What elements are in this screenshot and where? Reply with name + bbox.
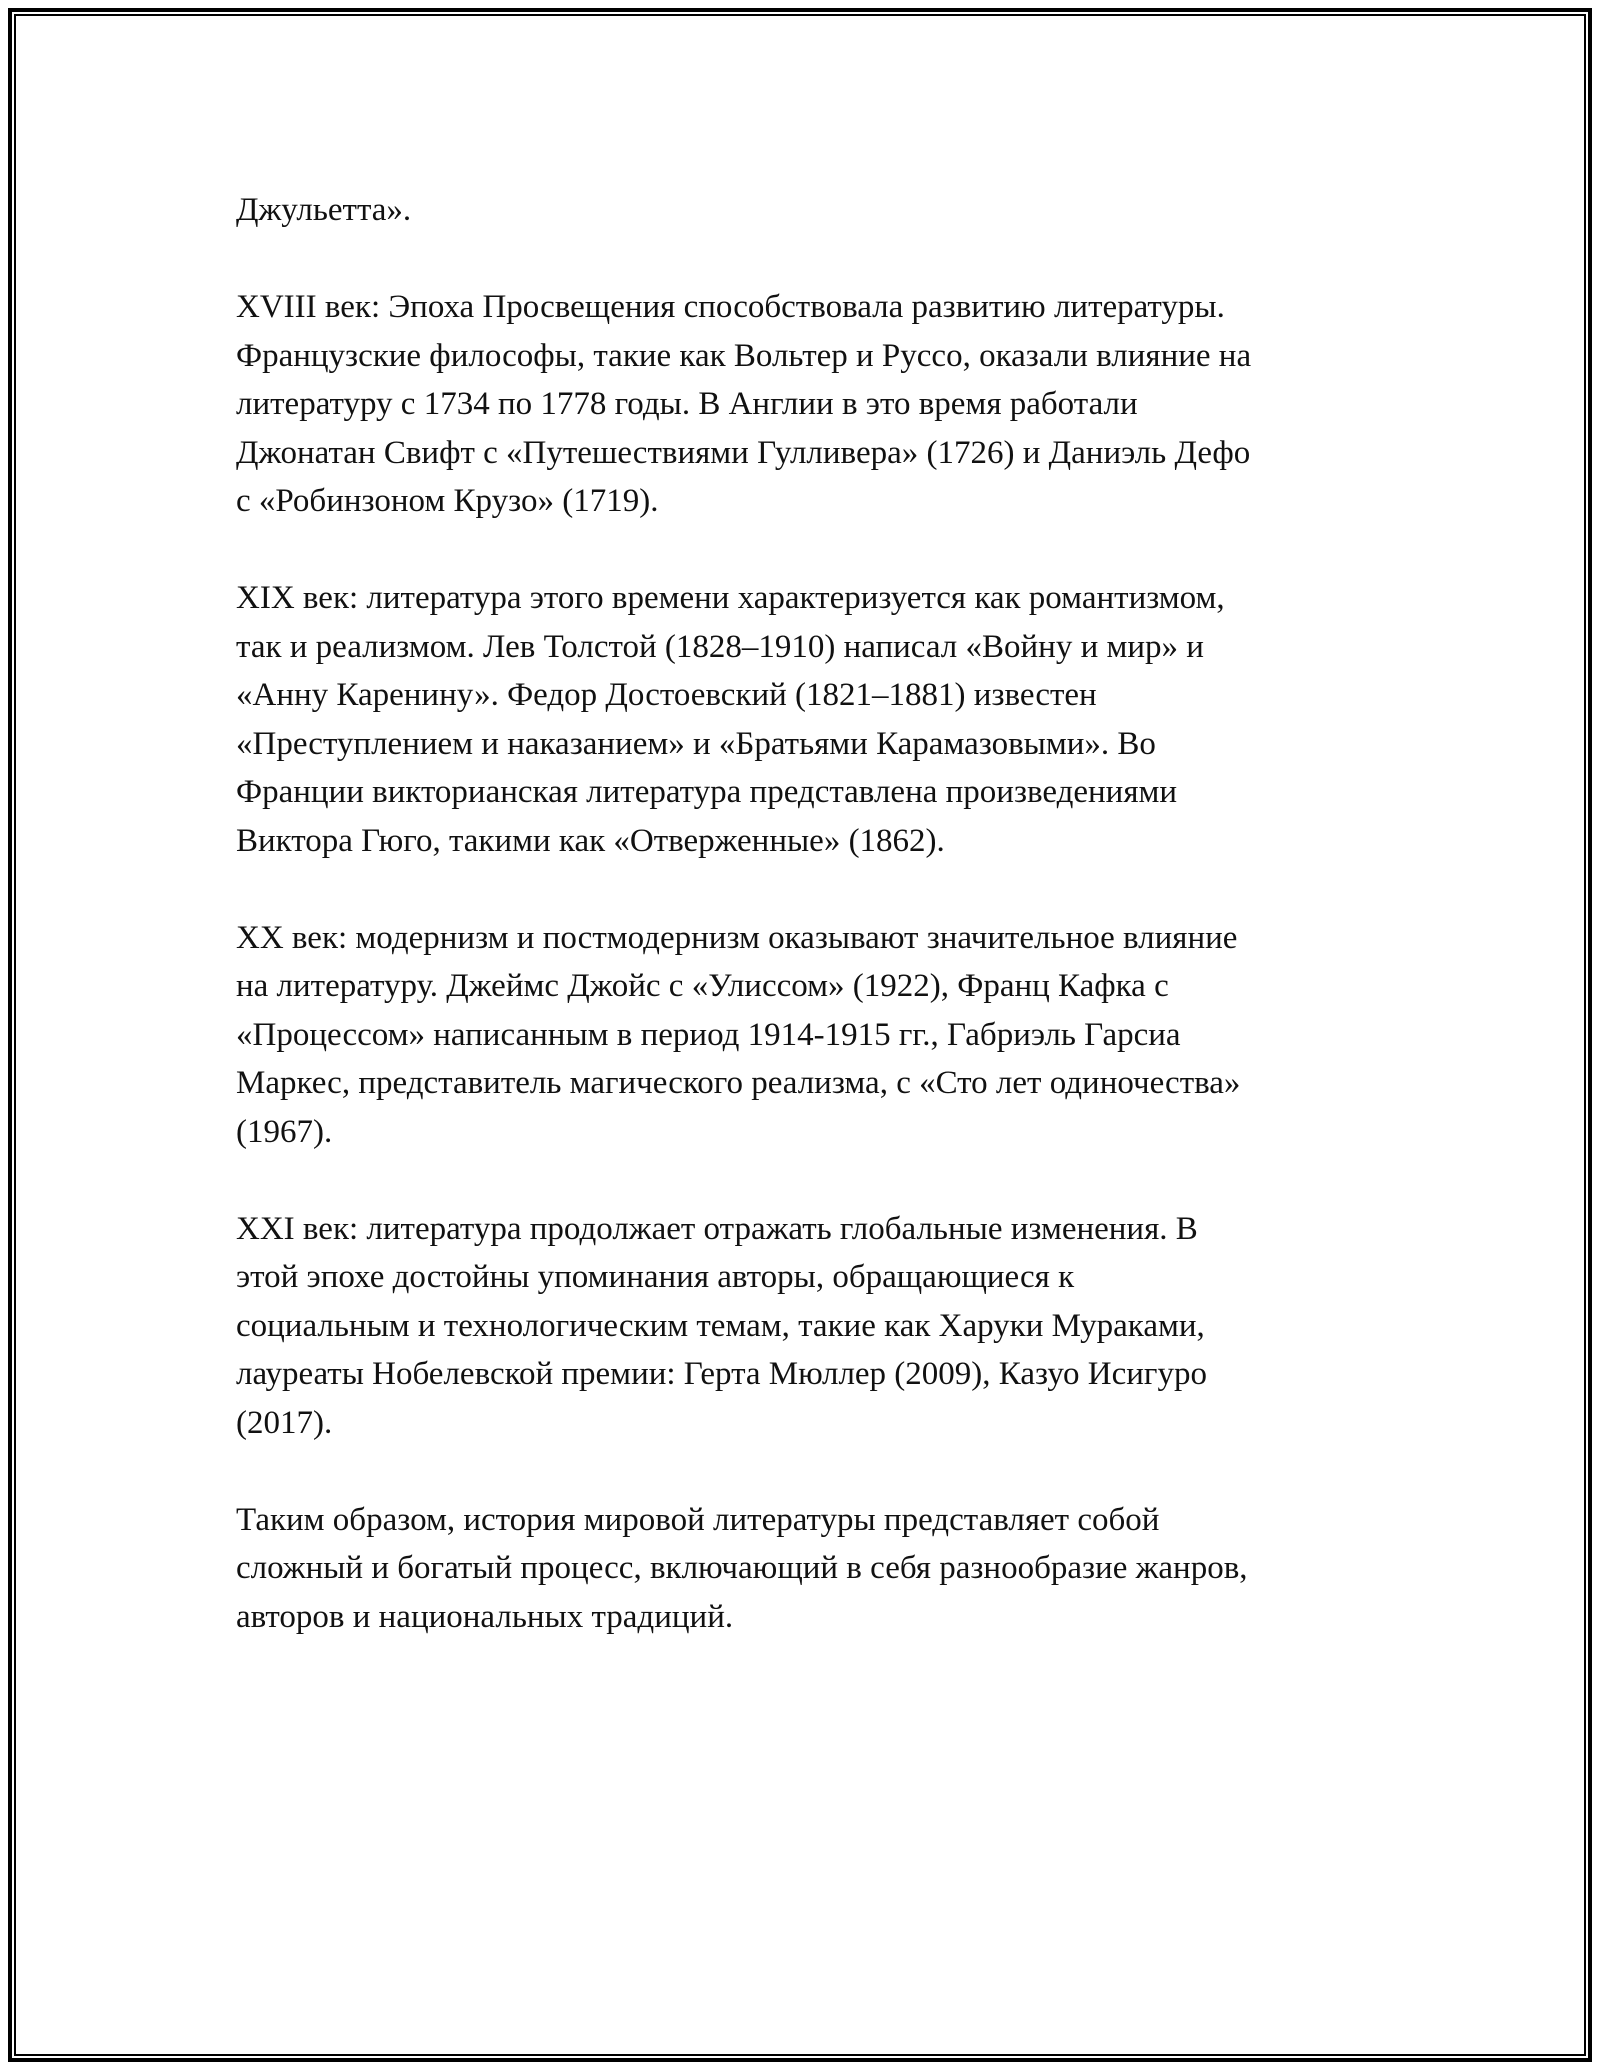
- text-line: социальным и технологическим темам, такие как Харуки Мураками,: [236, 1307, 1205, 1344]
- text-line: литературу с 1734 по 1778 годы. В Англии в это время работали: [236, 386, 1138, 422]
- text-line: XVIII век: Эпоха Просвещения способствовала развитию литературы.: [236, 289, 1225, 325]
- text-line: с «Робинзоном Крузо» (1719).: [236, 483, 659, 519]
- text-line: (2017).: [236, 1404, 333, 1441]
- paragraph-conclusion: [236, 1496, 1376, 1642]
- paragraph-18th-century: [236, 283, 1376, 526]
- text-line: Таким образом, история мировой литературы представляет собой: [236, 1501, 1160, 1538]
- text-line: авторов и национальных традиций.: [236, 1598, 734, 1635]
- paragraph-21st-century: [236, 1205, 1376, 1448]
- text-line: «Анну Каренину». Федор Достоевский (1821–1881) известен: [236, 677, 1097, 713]
- text-line: XX век: модернизм и постмодернизм оказывают значительное влияние: [236, 919, 1238, 956]
- text-line: на литературу. Джеймс Джойс с «Улиссом» (1922), Франц Кафка с: [236, 968, 1169, 1004]
- paragraph-20th-century: [236, 914, 1376, 1157]
- document-body: [236, 186, 1376, 1690]
- text-line: так и реализмом. Лев Толстой (1828–1910) написал «Войну и мир» и: [236, 628, 1204, 665]
- text-line: лауреаты Нобелевской премии: Герта Мюллер (2009), Казуо Исигуро: [236, 1356, 1207, 1392]
- text-line: сложный и богатый процесс, включающий в себя разнообразие жанров,: [236, 1550, 1248, 1586]
- text-line: XXI век: литература продолжает отражать глобальные изменения. В: [236, 1210, 1198, 1247]
- text-line: Франции викторианская литература представлена произведениями: [236, 774, 1178, 810]
- paragraph-19th-century: [236, 574, 1376, 865]
- text-line: «Преступлением и наказанием» и «Братьями Карамазовыми». Во: [236, 725, 1156, 762]
- text-line: XIX век: литература этого времени характеризуется как романтизмом,: [236, 580, 1225, 616]
- text-line: этой эпохе достойны упоминания авторы, обращающиеся к: [236, 1259, 1075, 1295]
- text-line: (1967).: [236, 1113, 333, 1150]
- text-line: Джульетта».: [236, 192, 412, 228]
- text-line: Виктора Гюго, такими как «Отверженные» (1862).: [236, 822, 945, 859]
- text-line: Маркес, представитель магического реализма, с «Сто лет одиночества»: [236, 1065, 1241, 1101]
- text-line: Джонатан Свифт с «Путешествиями Гулливера» (1726) и Даниэль Дефо: [236, 434, 1251, 471]
- text-line: Французские философы, такие как Вольтер и Руссо, оказали влияние на: [236, 337, 1252, 374]
- text-line: «Процессом» написанным в период 1914-1915 гг., Габриэль Гарсиа: [236, 1016, 1181, 1053]
- paragraph-continuation: [236, 186, 1376, 235]
